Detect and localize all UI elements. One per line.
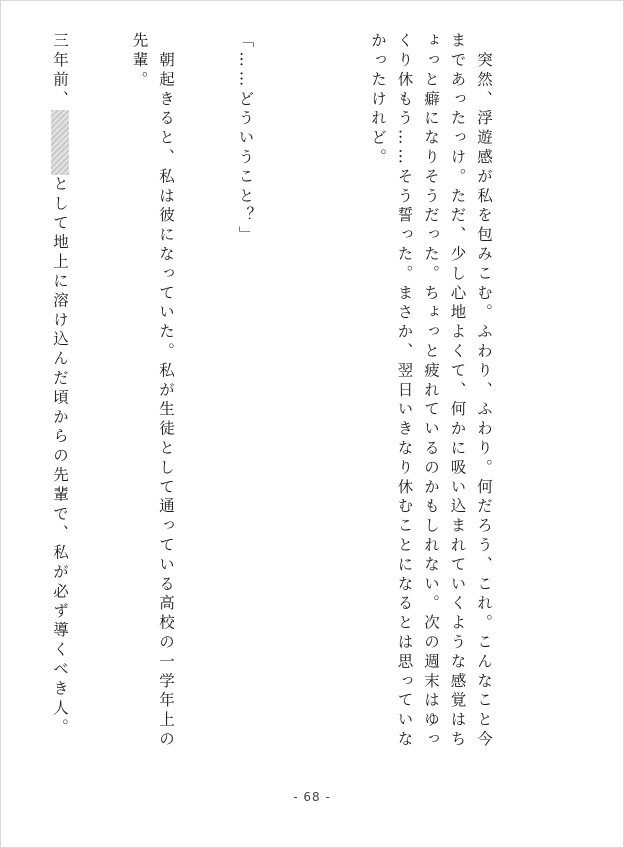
paragraph: 突然、浮遊感が私を包みこむ。ふわり、ふわり。何だろう、これ。こんなこと今まであったっけ。ただ、少し心地よくて、何かに吸い込まれていくような感覚はちょっと癖になりそうだった。ちょっと疲れているのかもしれない。次の週末はゆっくり休もう……そう誓った。まさか、翌日いきなり休むことになるとは思っていなかったけれど。 <box>369 32 493 750</box>
page-number: - 68 - <box>293 790 331 804</box>
paragraph-with-redaction <box>47 32 74 758</box>
paragraph: 朝起きると、私は彼になっていた。私が生徒として通っている高校の一学年上の先輩。 <box>130 32 175 750</box>
dialogue-line: 「……どういうこと？」 <box>236 32 255 246</box>
redacted-text <box>51 110 69 176</box>
text-segment: 三年前、 <box>51 32 69 110</box>
text-segment: として地上に溶け込んだ頃からの先輩で、私が必ず導くべき人。 <box>51 175 69 738</box>
vertical-text-body <box>51 32 550 758</box>
